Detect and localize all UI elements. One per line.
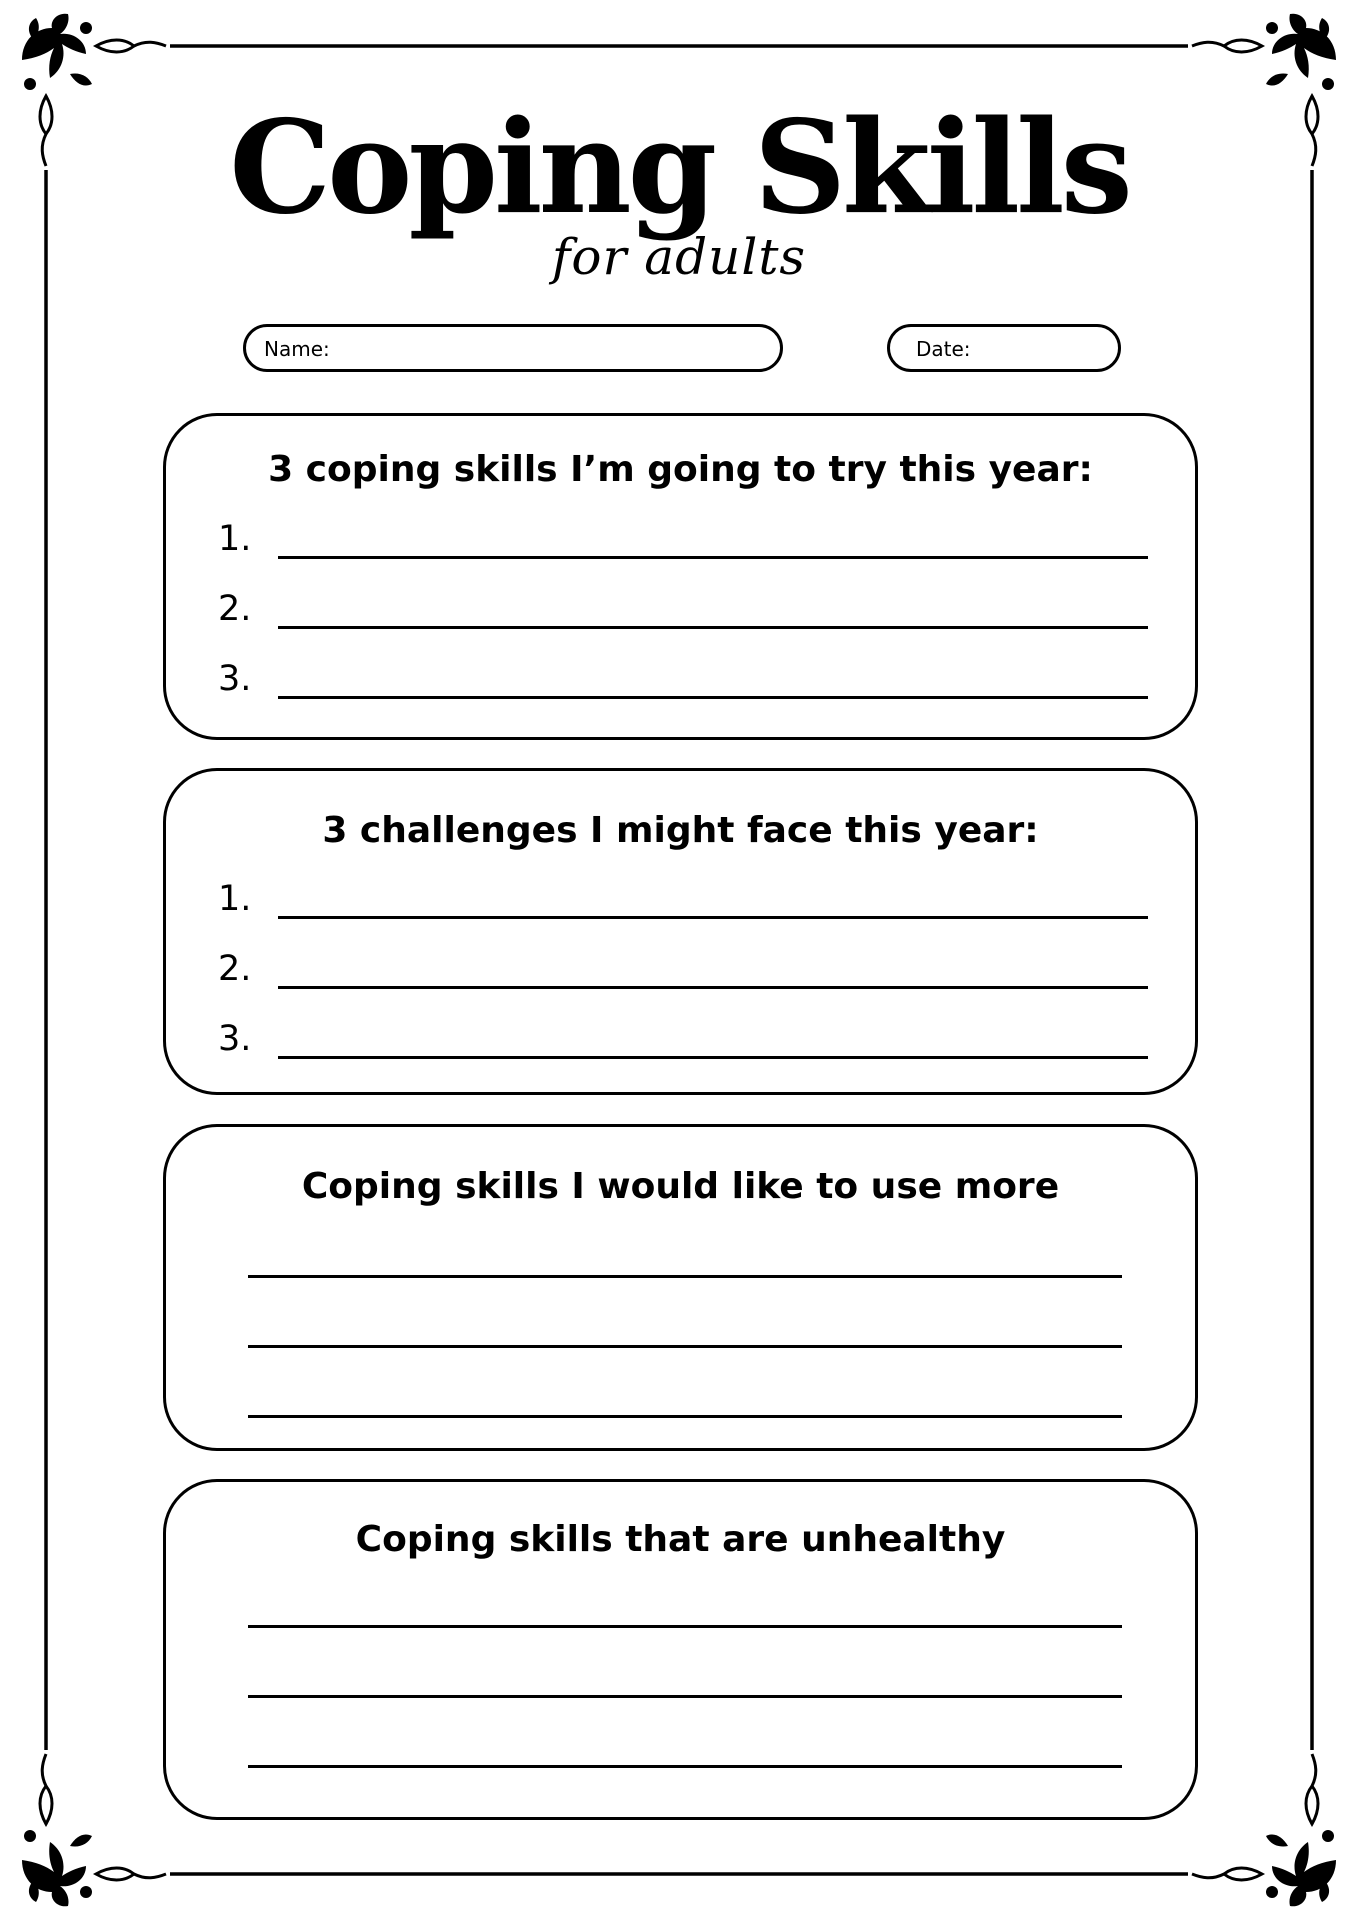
line-number: 3. bbox=[218, 659, 252, 699]
answer-line-1[interactable] bbox=[218, 519, 1148, 559]
answer-line-3[interactable] bbox=[218, 659, 1148, 699]
answer-line-3[interactable] bbox=[218, 1019, 1148, 1059]
date-field-label: Date: bbox=[916, 337, 971, 361]
corner-ornament-bottom-right-icon bbox=[1192, 1754, 1336, 1906]
date-field[interactable] bbox=[887, 324, 1121, 372]
name-field-label: Name: bbox=[264, 337, 330, 361]
write-line[interactable] bbox=[248, 1415, 1122, 1418]
write-line[interactable] bbox=[248, 1625, 1122, 1628]
line-number: 1. bbox=[218, 519, 252, 559]
section-skills-to-use-more bbox=[163, 1124, 1198, 1451]
write-line[interactable] bbox=[278, 556, 1148, 559]
page-title: Coping Skills bbox=[229, 93, 1129, 243]
write-line[interactable] bbox=[248, 1275, 1122, 1278]
write-line[interactable] bbox=[278, 626, 1148, 629]
write-line[interactable] bbox=[248, 1695, 1122, 1698]
answer-line-2[interactable] bbox=[218, 949, 1148, 989]
write-line[interactable] bbox=[278, 1056, 1148, 1059]
section-coping-skills-to-try bbox=[163, 413, 1198, 740]
corner-ornament-bottom-left-icon bbox=[22, 1754, 166, 1906]
name-field[interactable] bbox=[243, 324, 783, 372]
section-title: 3 challenges I might face this year: bbox=[322, 810, 1039, 851]
line-number: 1. bbox=[218, 879, 252, 919]
answer-line-1[interactable] bbox=[218, 879, 1148, 919]
line-number: 3. bbox=[218, 1019, 252, 1059]
section-challenges bbox=[163, 768, 1198, 1095]
write-line[interactable] bbox=[278, 696, 1148, 699]
section-unhealthy-skills bbox=[163, 1479, 1198, 1820]
answer-line-2[interactable] bbox=[218, 589, 1148, 629]
write-line[interactable] bbox=[278, 916, 1148, 919]
write-line[interactable] bbox=[248, 1765, 1122, 1768]
page-subtitle: for adults bbox=[551, 228, 807, 286]
section-title: Coping skills that are unhealthy bbox=[355, 1519, 1006, 1560]
line-number: 2. bbox=[218, 949, 252, 989]
line-number: 2. bbox=[218, 589, 252, 629]
write-line[interactable] bbox=[278, 986, 1148, 989]
section-title: 3 coping skills I’m going to try this year: bbox=[268, 449, 1093, 490]
section-title: Coping skills I would like to use more bbox=[301, 1166, 1060, 1207]
write-line[interactable] bbox=[248, 1345, 1122, 1348]
